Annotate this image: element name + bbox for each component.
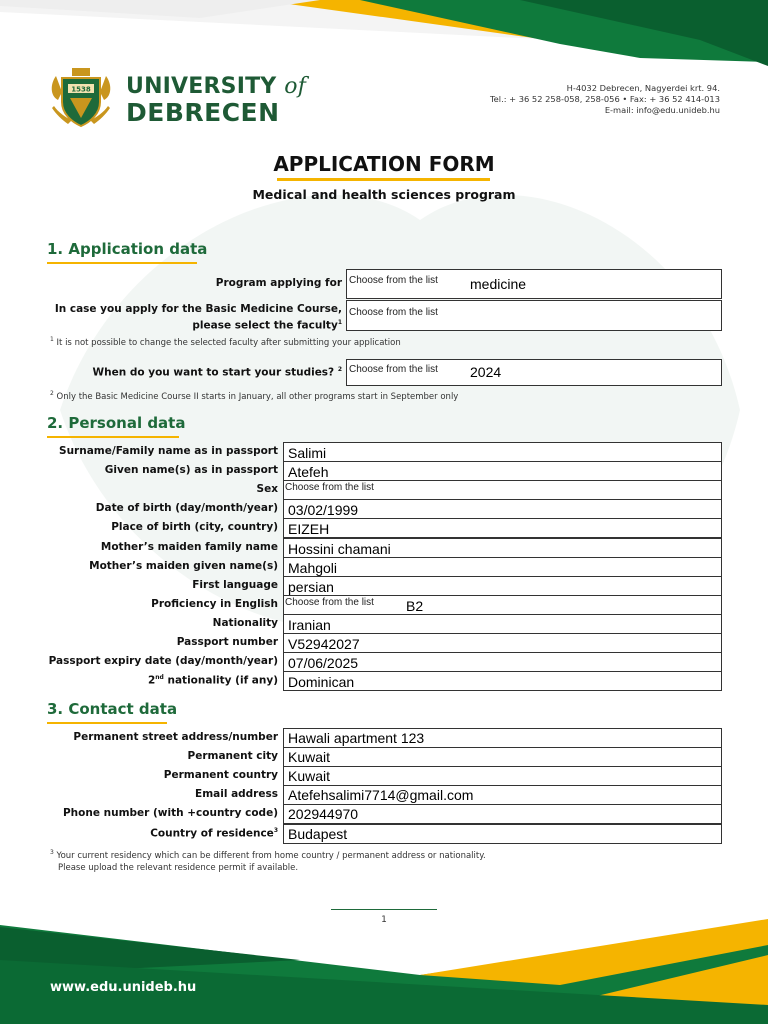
start-label: When do you want to start your studies? $^2$ bbox=[92, 366, 342, 379]
personal-label: Date of birth (day/month/year) bbox=[95, 502, 278, 515]
personal-field[interactable] bbox=[283, 633, 722, 653]
note-2: $^2$ Only the Basic Medicine Course II starts in January, all other programs start in September only bbox=[50, 390, 459, 402]
logo-debrecen-text: DEBRECEN bbox=[126, 98, 280, 127]
field-value: Hossini chamani bbox=[288, 540, 391, 557]
program-placeholder: Choose from the list bbox=[349, 275, 438, 286]
personal-label: Place of birth (city, country) bbox=[111, 521, 278, 534]
personal-label: Surname/Family name as in passport bbox=[59, 445, 278, 457]
title-underline bbox=[277, 178, 490, 181]
personal-field[interactable] bbox=[283, 499, 722, 519]
field-value: Kuwait bbox=[288, 749, 331, 766]
program-value: medicine bbox=[470, 276, 527, 292]
personal-field[interactable] bbox=[283, 576, 722, 596]
personal-label: Mother’s maiden family name bbox=[100, 540, 278, 553]
start-select[interactable] bbox=[346, 359, 722, 386]
personal-field[interactable] bbox=[283, 442, 722, 462]
field-value: Atefehsalimi7714@gmail.com bbox=[288, 787, 474, 804]
contact-field[interactable] bbox=[283, 766, 722, 786]
personal-label: 2nd nationality (if any) bbox=[147, 674, 278, 687]
field-value: V52942027 bbox=[288, 636, 360, 652]
personal-label: Proficiency in English bbox=[151, 597, 278, 610]
field-value: 07/06/2025 bbox=[288, 655, 359, 672]
personal-label: Passport expiry date (day/month/year) bbox=[48, 655, 278, 668]
field-value: Salimi bbox=[288, 445, 327, 461]
start-placeholder: Choose from the list bbox=[349, 364, 438, 375]
crest-year: 1538 bbox=[71, 85, 91, 94]
faculty-select[interactable] bbox=[346, 300, 722, 331]
personal-field[interactable] bbox=[283, 614, 722, 634]
personal-label: First language bbox=[192, 578, 278, 591]
section-contact-data-title: 3. Contact data bbox=[47, 700, 178, 718]
personal-label: Passport number bbox=[176, 636, 278, 648]
note-3: $^3$ Your current residency which can be different from home country / permanent address or nationality. Please upload the relevant residence permit if available. bbox=[50, 849, 486, 873]
section-underline bbox=[47, 436, 179, 438]
field-value: Kuwait bbox=[288, 768, 331, 785]
personal-field[interactable] bbox=[283, 671, 722, 691]
contact-label: Permanent city bbox=[187, 750, 278, 763]
program-label: Program applying for bbox=[215, 277, 342, 289]
personal-label: Given name(s) as in passport bbox=[104, 464, 278, 477]
personal-field[interactable] bbox=[283, 518, 722, 538]
university-crest-icon bbox=[48, 66, 114, 130]
field-value: Hawali apartment 123 bbox=[288, 730, 425, 746]
field-placeholder: Choose from the list bbox=[285, 596, 374, 608]
form-subtitle: Medical and health sciences program bbox=[252, 187, 516, 202]
field-value: Mahgoli bbox=[288, 559, 338, 576]
logo-university-text: UNIVERSITY of bbox=[126, 74, 307, 99]
personal-label: Sex bbox=[256, 483, 278, 496]
contact-field[interactable] bbox=[283, 728, 722, 748]
personal-field[interactable] bbox=[283, 595, 722, 615]
faculty-label: In case you apply for the Basic Medicine Course, please select the faculty$^1$ bbox=[54, 303, 342, 332]
field-value: 202944970 bbox=[288, 806, 359, 823]
note-1: $^1$ It is not possible to change the selected faculty after submitting your application bbox=[50, 336, 401, 348]
contact-email: E-mail: info@edu.unideb.hu bbox=[604, 105, 720, 115]
contact-address: H-4032 Debrecen, Nagyerdei krt. 94. bbox=[566, 83, 720, 93]
personal-field[interactable] bbox=[283, 480, 722, 500]
page-number: 1 bbox=[381, 915, 387, 925]
contact-field[interactable] bbox=[283, 747, 722, 767]
contact-field[interactable] bbox=[283, 785, 722, 805]
personal-field[interactable] bbox=[283, 538, 722, 558]
personal-label: Mother’s maiden given name(s) bbox=[89, 559, 278, 572]
contact-label: Permanent street address/number bbox=[73, 731, 278, 743]
footer-decoration bbox=[0, 905, 768, 1024]
field-placeholder: Choose from the list bbox=[285, 482, 374, 494]
section-application-data-title: 1. Application data bbox=[47, 240, 208, 258]
start-value: 2024 bbox=[470, 364, 502, 380]
contact-label: Permanent country bbox=[163, 769, 278, 782]
field-value: Iranian bbox=[288, 616, 331, 633]
field-value: 03/02/1999 bbox=[288, 502, 359, 519]
field-value: persian bbox=[288, 578, 334, 595]
contact-field[interactable] bbox=[283, 824, 722, 844]
section-underline bbox=[47, 722, 167, 724]
personal-label: Nationality bbox=[212, 616, 278, 629]
contact-field[interactable] bbox=[283, 804, 722, 824]
personal-field[interactable] bbox=[283, 461, 722, 481]
personal-field[interactable] bbox=[283, 652, 722, 672]
section-underline bbox=[47, 262, 197, 264]
header-decoration bbox=[0, 0, 768, 70]
contact-label: Email address bbox=[195, 788, 278, 801]
form-title: APPLICATION FORM bbox=[273, 152, 495, 176]
contact-label: Country of residence$^3$ bbox=[150, 826, 278, 839]
section-personal-data-title: 2. Personal data bbox=[47, 414, 186, 432]
contact-label: Phone number (with +country code) bbox=[62, 807, 278, 820]
field-value: Budapest bbox=[288, 825, 348, 842]
field-value: Dominican bbox=[288, 674, 355, 691]
website-link[interactable]: www.edu.unideb.hu bbox=[50, 980, 197, 995]
field-value: B2 bbox=[406, 597, 424, 614]
field-value: Atefeh bbox=[288, 464, 329, 481]
contact-phone: Tel.: + 36 52 258-058, 258-056 • Fax: + 36 52 414-013 bbox=[490, 94, 720, 104]
personal-field[interactable] bbox=[283, 557, 722, 577]
faculty-placeholder: Choose from the list bbox=[349, 307, 438, 318]
field-value: EIZEH bbox=[288, 521, 330, 538]
program-select[interactable] bbox=[346, 269, 722, 299]
contact-info bbox=[490, 83, 720, 116]
